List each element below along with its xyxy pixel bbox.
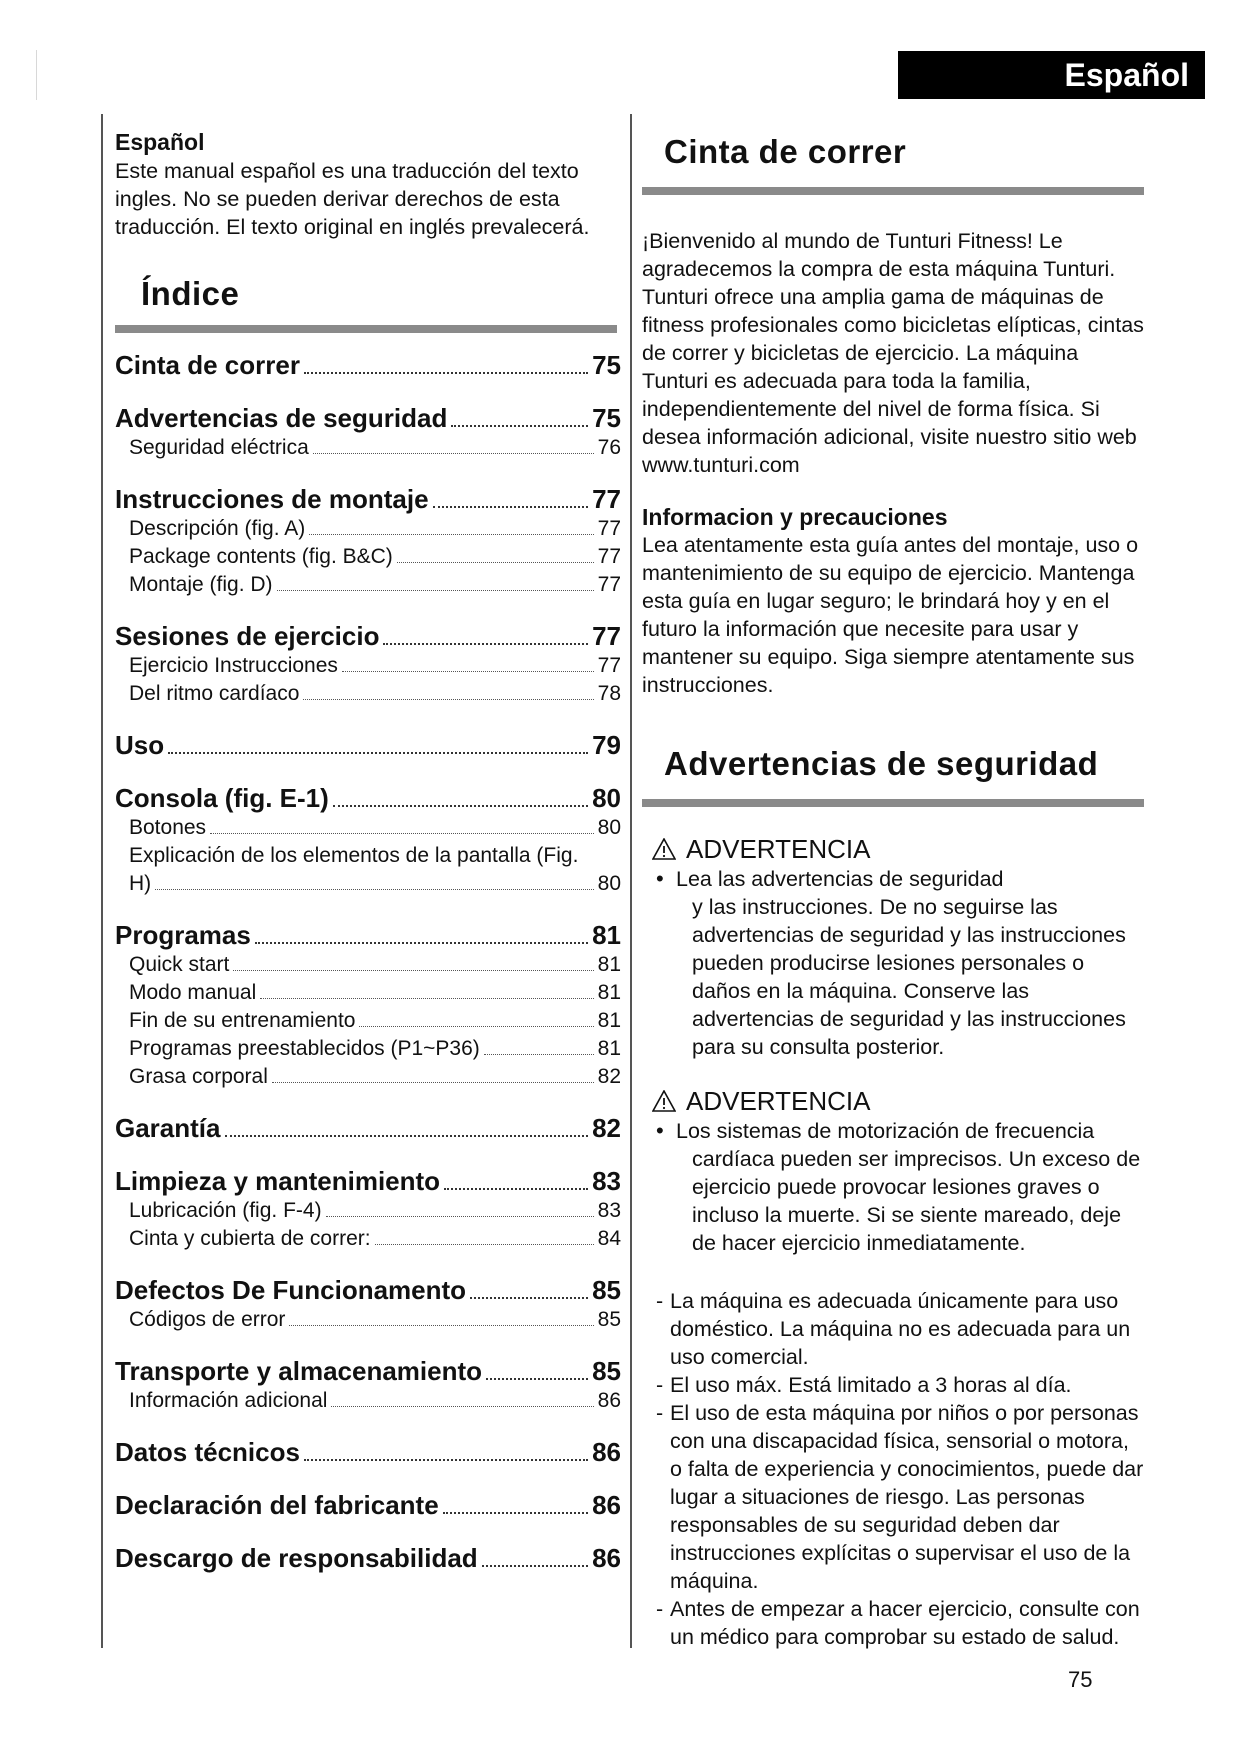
toc-label: Programas [115,920,251,950]
toc-page: 86 [592,1490,621,1520]
toc-sub-label: Montaje (fig. D) [129,573,273,596]
toc-label: Datos técnicos [115,1437,300,1467]
toc-entry [115,620,621,708]
toc-label: Transporte y almacenamiento [115,1356,483,1386]
toc-sub-label: Del ritmo cardíaco [129,682,300,705]
toc-sub-label: Información adicional [129,1389,328,1412]
toc-label: Advertencias de seguridad [115,403,448,433]
toc-page: 77 [592,621,621,651]
warning-block [642,1085,1145,1257]
warning-heading [652,833,1145,865]
warning-first-line: Lea las advertencias de seguridad [676,867,1004,891]
toc-label: Descargo de responsabilidad [115,1543,478,1573]
toc-page: 86 [592,1437,621,1467]
toc-label: Cinta de correr [115,350,300,380]
left-rule [101,114,103,1648]
page-number: 75 [1068,1667,1093,1692]
toc-link-montaje[interactable] [115,483,621,515]
toc-entry [115,1274,621,1334]
toc-sub-page: 78 [597,682,621,705]
toc-sublink[interactable] [115,543,621,571]
toc-sub-label: Quick start [129,953,230,976]
toc-page: 80 [592,783,621,813]
toc-entry [115,483,621,599]
toc-sub-label: Modo manual [129,981,257,1004]
toc-sub-label: Programas preestablecidos (P1~P36) [129,1037,480,1060]
toc-entry [115,1112,621,1144]
toc-sub-page: 77 [597,654,621,677]
toc-sub-page: 84 [597,1227,621,1250]
toc-sub-page: 80 [597,816,621,839]
right-column [642,127,1145,1651]
toc-sub-label: Lubricación (fig. F-4) [129,1199,322,1222]
intro-title: Español [115,129,205,155]
toc-sublink[interactable] [115,1306,621,1334]
toc-label: Limpieza y mantenimiento [115,1166,441,1196]
toc-label: Consola (fig. E-1) [115,783,329,813]
toc-page: 83 [592,1166,621,1196]
safety-title: Advertencias de seguridad [664,745,1099,782]
toc-link-uso[interactable] [115,729,621,761]
toc-sub-page: 81 [597,1009,621,1032]
toc-page: 86 [592,1543,621,1573]
toc-sublink[interactable] [115,515,621,543]
toc-entry [115,1436,621,1468]
toc-sublink[interactable] [115,652,621,680]
toc-page: 82 [592,1113,621,1143]
toc-sub-page: 77 [597,573,621,596]
warning-triangle-icon [652,838,676,860]
toc-sub-label: Explicación de los elementos de la pantalla (Fig. [129,844,579,867]
toc-link-garantia[interactable] [115,1112,621,1144]
usage-list [642,1287,1145,1651]
toc-entry [115,1165,621,1253]
toc-sub-label: Seguridad eléctrica [129,436,309,459]
center-rule [630,114,632,1648]
index-title-bar [115,325,617,333]
toc-sub-label: Package contents (fig. B&C) [129,545,393,568]
toc-sub-page: 77 [597,517,621,540]
toc-label: Sesiones de ejercicio [115,621,380,651]
toc-page: 79 [592,730,621,760]
toc-entry [115,919,621,1091]
toc-entry [115,349,621,381]
toc-sub-page: 76 [597,436,621,459]
toc-link-descargo[interactable] [115,1542,621,1574]
welcome-text: ¡Bienvenido al mundo de Tunturi Fitness! Le agradecemos la compra de esta máquina Tunturi. Tunturi ofrece una amplia gama de máquinas de fitness profesionales como bicicletas elípticas, cintas de correr y bicicletas de ejercicio. La máquina Tunturi es adecuada para toda la familia, independientemente del nivel de forma física. Si desea información adicional, visite nuestro sitio web www.tunturi.com [642,229,1144,477]
toc-sublink[interactable] [115,842,621,898]
warning-first-line: Los sistemas de motorización de frecuencia [676,1119,1095,1143]
cinta-title: Cinta de correr [664,133,907,170]
toc-sub-label: Descripción (fig. A) [129,517,306,540]
toc-entry [115,1489,621,1521]
index-title: Índice [141,275,240,312]
toc-page: 81 [592,920,621,950]
toc-sublink[interactable] [115,951,621,979]
toc-label: Instrucciones de montaje [115,484,429,514]
toc-sub-page: 77 [597,545,621,568]
toc-entry [115,729,621,761]
toc-sub-label: Códigos de error [129,1308,286,1331]
toc-link-transporte[interactable] [115,1355,621,1387]
warning-block [642,833,1145,1061]
toc-sub-page: 86 [597,1389,621,1412]
toc-sub-label: Botones [129,816,207,839]
toc-entry [115,1542,621,1574]
toc-link-programas[interactable] [115,919,621,951]
toc-sublink[interactable] [115,1063,621,1091]
warning-bullet [656,865,1145,1061]
warning-text: y las instrucciones. De no seguirse las advertencias de seguridad y las instrucciones pueden producirse lesiones personales o daños en la máquina. Conserve las advertencias de seguridad y las instrucciones para su consulta posterior. [692,895,1126,1059]
toc-link-datos[interactable] [115,1436,621,1468]
toc-sublink[interactable] [115,571,621,599]
toc-sublink[interactable] [115,1225,621,1253]
toc-label: Declaración del fabricante [115,1490,439,1520]
bullet-dot: • [656,866,664,891]
toc-sublink[interactable] [115,1035,621,1063]
toc-link-defectos[interactable] [115,1274,621,1306]
warning-triangle-icon [652,1090,676,1112]
toc-page: 85 [592,1275,621,1305]
toc-label: Uso [115,730,165,760]
toc-page: 75 [592,350,621,380]
bullet-dot: • [656,1118,664,1143]
table-of-contents [115,349,621,1574]
toc-sublink[interactable] [115,680,621,708]
toc-sub-page: 83 [597,1199,621,1222]
safety-title-bar [642,799,1144,807]
toc-link-consola[interactable] [115,782,621,814]
margin-mark [36,50,37,100]
toc-link-sesiones[interactable] [115,620,621,652]
toc-entry [115,402,621,462]
warning-label: ADVERTENCIA [686,834,871,864]
toc-page: 75 [592,403,621,433]
list-item: - Antes de empezar a hacer ejercicio, consulte con un médico para comprobar su estado de salud. [656,1597,1140,1649]
toc-sub-label: Grasa corporal [129,1065,268,1088]
toc-sub-page: 81 [597,953,621,976]
info-text: Lea atentamente esta guía antes del montaje, uso o mantenimiento de su equipo de ejercicio. Mantenga esta guía en lugar seguro; le brindará hoy y en el futuro la información que necesite para usar y mantener su equipo. Siga siempre atentamente sus instrucciones. [642,533,1139,697]
toc-sub-label: Fin de su entrenamiento [129,1009,356,1032]
toc-sublink[interactable] [115,434,621,462]
toc-sub-label: Ejercicio Instrucciones [129,654,338,677]
toc-sub-label: Cinta y cubierta de correr: [129,1227,371,1250]
toc-entry [115,1355,621,1415]
info-heading: Informacion y precauciones [642,504,948,530]
toc-sub-page: 81 [597,981,621,1004]
toc-sub-label-cont: H) [129,872,152,895]
list-item: - El uso máx. Está limitado a 3 horas al día. [656,1373,1072,1397]
warning-heading [652,1085,1145,1117]
toc-sub-page: 80 [597,872,621,895]
toc-sublink[interactable] [115,979,621,1007]
toc-sublink[interactable] [115,1197,621,1225]
toc-sub-page: 82 [597,1065,621,1088]
toc-sublink[interactable] [115,1007,621,1035]
toc-entry [115,782,621,898]
toc-sub-page: 81 [597,1037,621,1060]
toc-link-cinta[interactable] [115,349,621,381]
toc-sub-page: 85 [597,1308,621,1331]
warning-label: ADVERTENCIA [686,1086,871,1116]
toc-label: Garantía [115,1113,221,1143]
toc-page: 77 [592,484,621,514]
toc-sublink[interactable] [115,814,621,842]
toc-link-declaracion[interactable] [115,1489,621,1521]
warning-bullet [656,1117,1145,1257]
toc-link-limpieza[interactable] [115,1165,621,1197]
toc-page: 85 [592,1356,621,1386]
toc-label: Defectos De Funcionamento [115,1275,467,1305]
cinta-title-bar [642,187,1144,195]
intro-text: Este manual español es una traducción del texto ingles. No se pueden derivar derechos de esta traducción. El texto original en inglés prevalecerá. [115,159,590,239]
toc-sublink[interactable] [115,1387,621,1415]
left-column [115,127,621,1595]
warning-text: cardíaca pueden ser imprecisos. Un exceso de ejercicio puede provocar lesiones graves o incluso la muerte. Si se siente mareado, deje de hacer ejercicio inmediatamente. [692,1147,1141,1255]
list-item: - La máquina es adecuada únicamente para uso doméstico. La máquina no es adecuada para un uso comercial. [656,1289,1131,1369]
toc-link-advertencias[interactable] [115,402,621,434]
list-item: - El uso de esta máquina por niños o por personas con una discapacidad física, sensorial o motora, o falta de experiencia y conocimientos, puede dar lugar a situaciones de riesgo. Las personas responsables de su seguridad deben dar instrucciones explícitas o supervisar el uso de la máquina. [656,1401,1144,1593]
language-tab: Español [898,51,1205,99]
